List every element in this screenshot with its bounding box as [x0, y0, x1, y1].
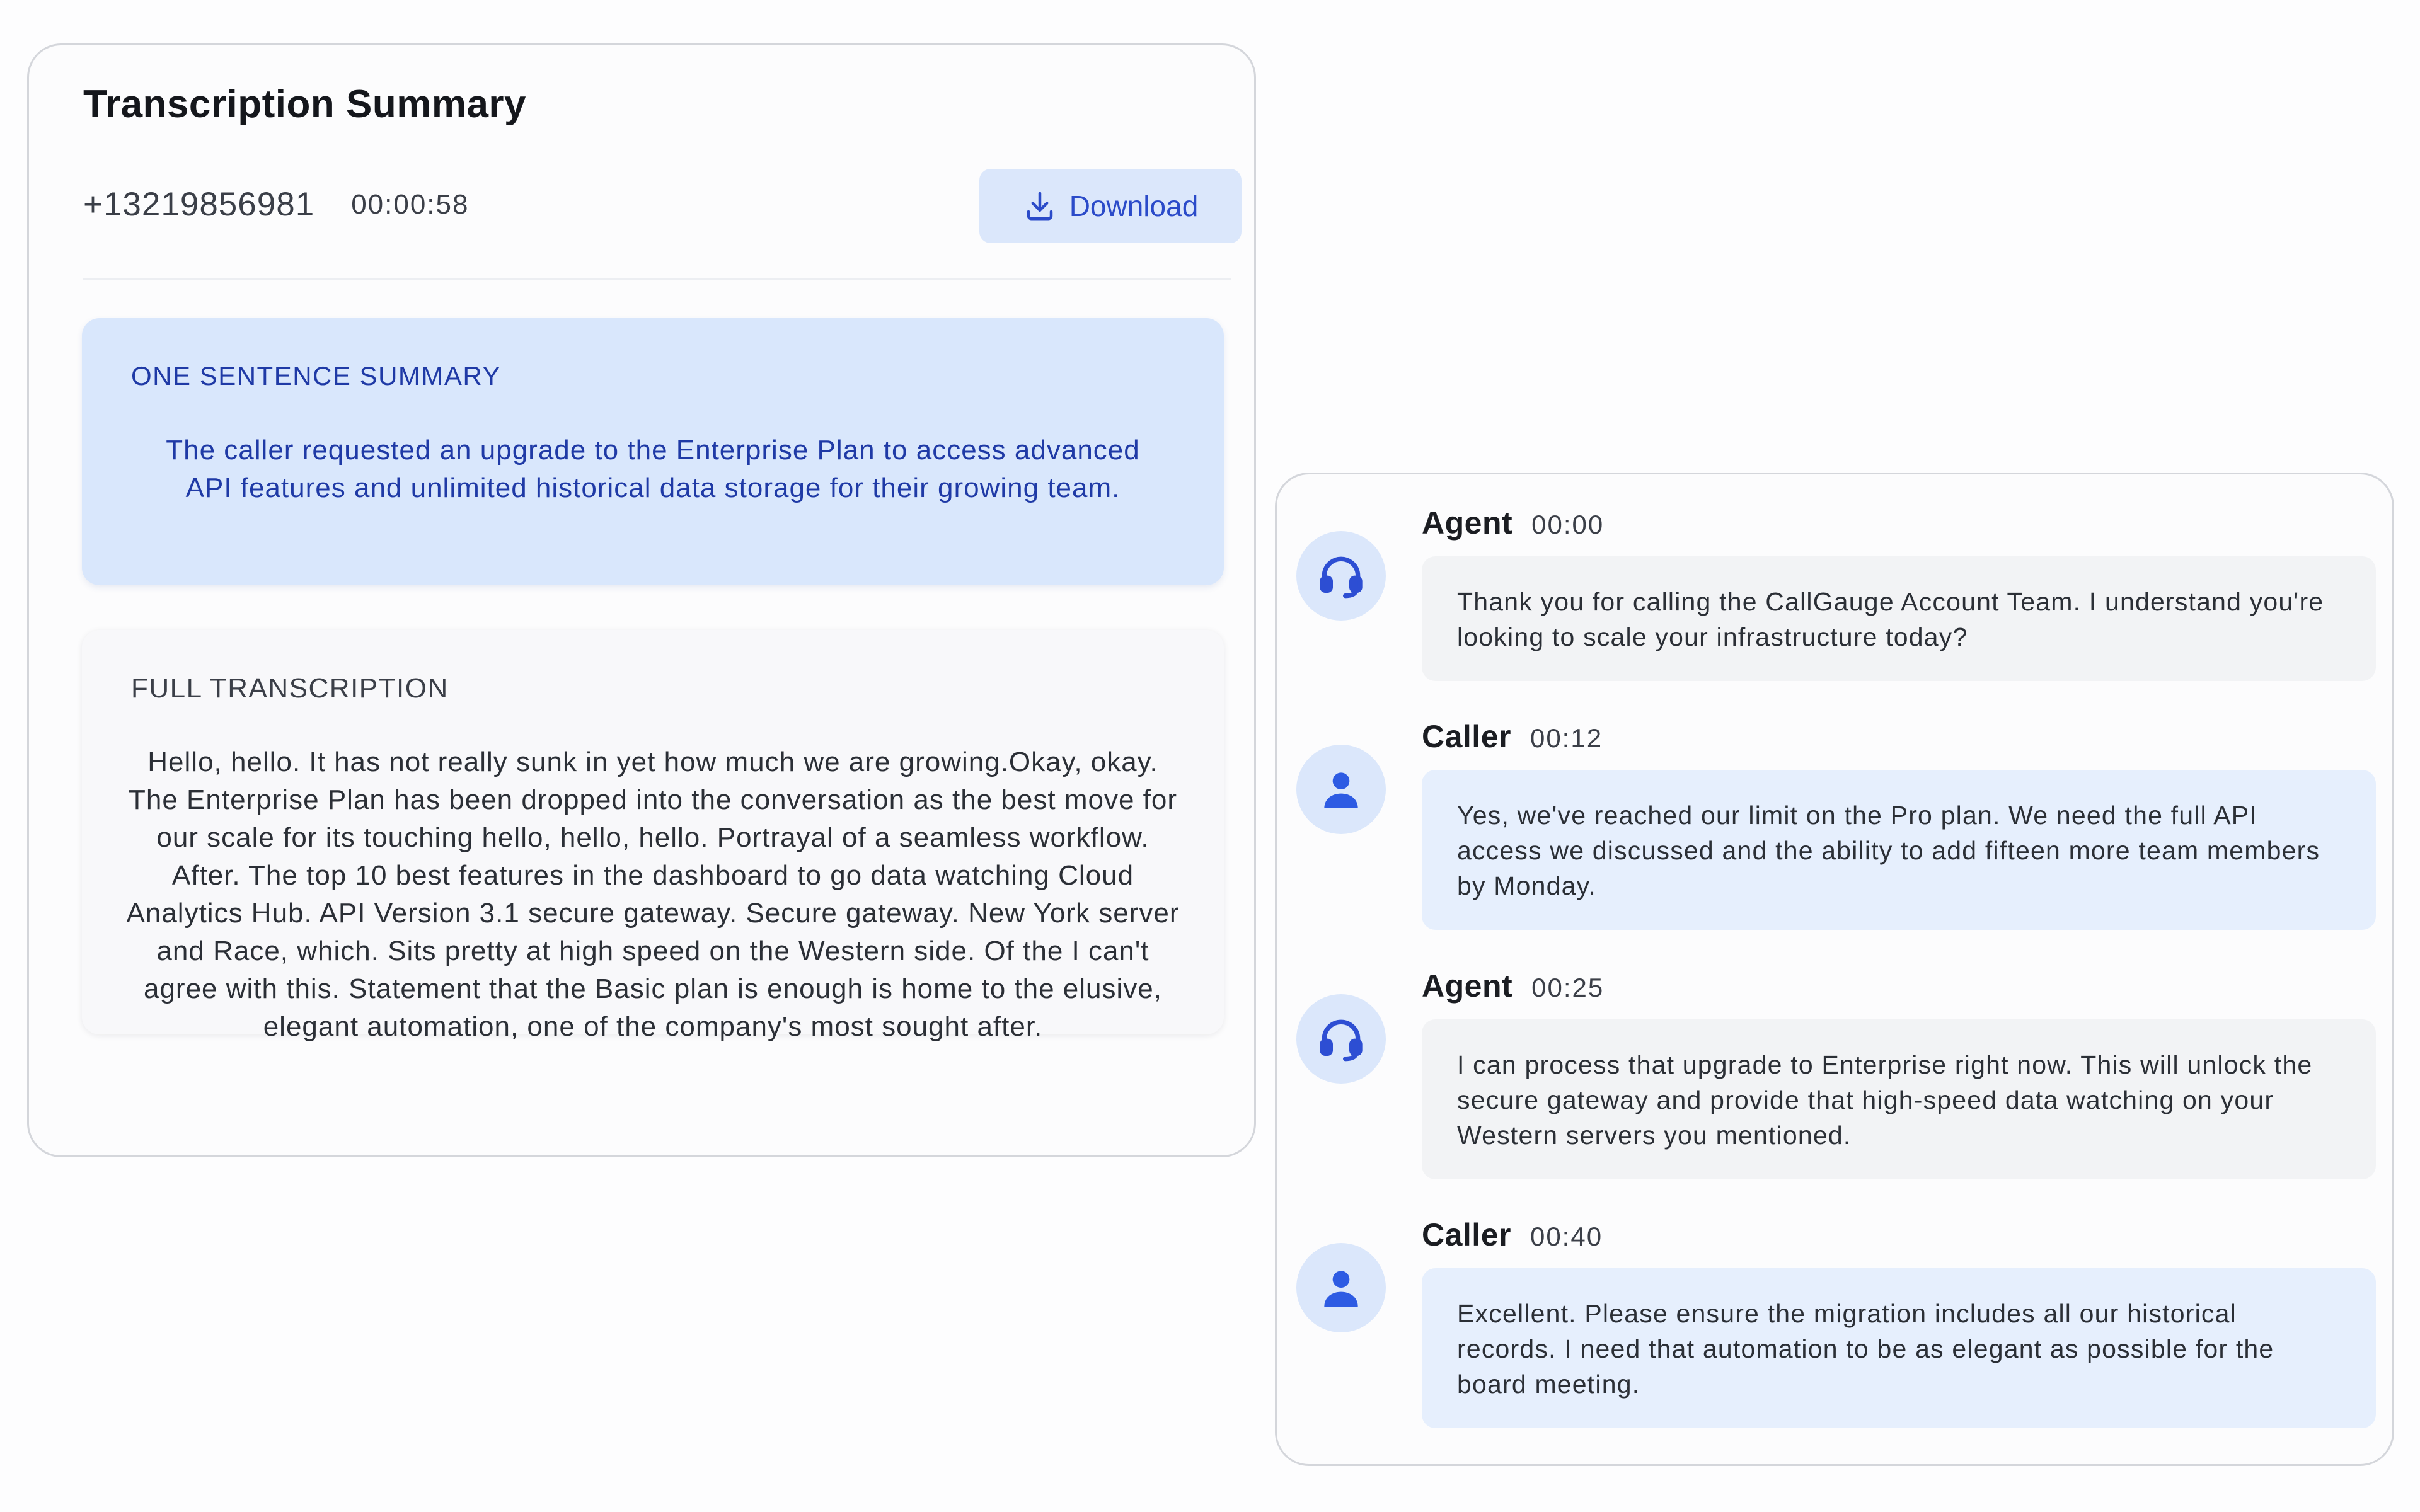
message-header	[1422, 968, 1604, 1004]
message-role: Agent	[1422, 968, 1513, 1004]
message-bubble: I can process that upgrade to Enterprise right now. This will unlock the secure gateway and provide that high-speed data watching on your Western servers you mentioned.	[1422, 1019, 2376, 1179]
download-button-label: Download	[1069, 190, 1199, 222]
full-transcription-text: Hello, hello. It has not really sunk in yet how much we are growing.Okay, okay. The Enterprise Plan has been dropped into the conversation as the best move for our scale for its touching hello, hello, hello. Portrayal of a seamless workflow. After. The top 10 best features in the dashboard to go data watching Cloud Analytics Hub. API Version 3.1 secure gateway. Secure gateway. New York server and Race, which. Sits pretty at high speed on the Western side. Of the I can't agree with this. Statement that the Basic plan is enough is home to the elusive, elegant automation, one of the company's most sought after.	[126, 747, 1180, 1042]
headset-icon	[1316, 1014, 1366, 1064]
download-icon	[1023, 189, 1057, 223]
message-role: Caller	[1422, 719, 1511, 754]
one-sentence-summary-panel	[82, 318, 1224, 585]
caller-avatar	[1296, 1243, 1386, 1332]
caller-avatar	[1296, 745, 1386, 834]
message-time: 00:00	[1531, 510, 1605, 539]
full-transcription-label: FULL TRANSCRIPTION	[131, 673, 449, 704]
message-time: 00:25	[1531, 973, 1605, 1002]
message-role: Agent	[1422, 505, 1513, 541]
person-icon	[1316, 1263, 1366, 1313]
conversation-card	[1275, 472, 2394, 1466]
message-bubble: Yes, we've reached our limit on the Pro plan. We need the full API access we discussed and the ability to add fifteen more team members by Monday.	[1422, 770, 2376, 930]
download-button[interactable]	[979, 169, 1242, 243]
message-bubble: Thank you for calling the CallGauge Account Team. I understand you're looking to scale your infrastructure today?	[1422, 556, 2376, 681]
call-meta	[83, 185, 469, 224]
transcription-summary-card	[27, 43, 1256, 1157]
message-header	[1422, 718, 1603, 755]
agent-avatar	[1296, 994, 1386, 1084]
person-icon	[1316, 764, 1366, 815]
message-bubble: Excellent. Please ensure the migration includes all our historical records. I need that automation to be as elegant as possible for the board meeting.	[1422, 1268, 2376, 1428]
divider	[83, 278, 1231, 280]
message-header	[1422, 505, 1604, 541]
agent-avatar	[1296, 531, 1386, 621]
caller-phone-number: +13219856981	[83, 186, 315, 223]
message-time: 00:12	[1530, 723, 1603, 753]
message-time: 00:40	[1530, 1222, 1603, 1251]
page-title: Transcription Summary	[83, 83, 527, 126]
headset-icon	[1316, 551, 1366, 601]
one-sentence-summary-text: The caller requested an upgrade to the Enterprise Plan to access advanced API features and unlimited historical data storage for their growing team.	[166, 435, 1140, 503]
one-sentence-summary-label: ONE SENTENCE SUMMARY	[131, 361, 501, 391]
message-role: Caller	[1422, 1217, 1511, 1252]
message-header	[1422, 1217, 1603, 1253]
call-duration: 00:00:58	[351, 188, 470, 220]
full-transcription-panel	[82, 630, 1224, 1042]
